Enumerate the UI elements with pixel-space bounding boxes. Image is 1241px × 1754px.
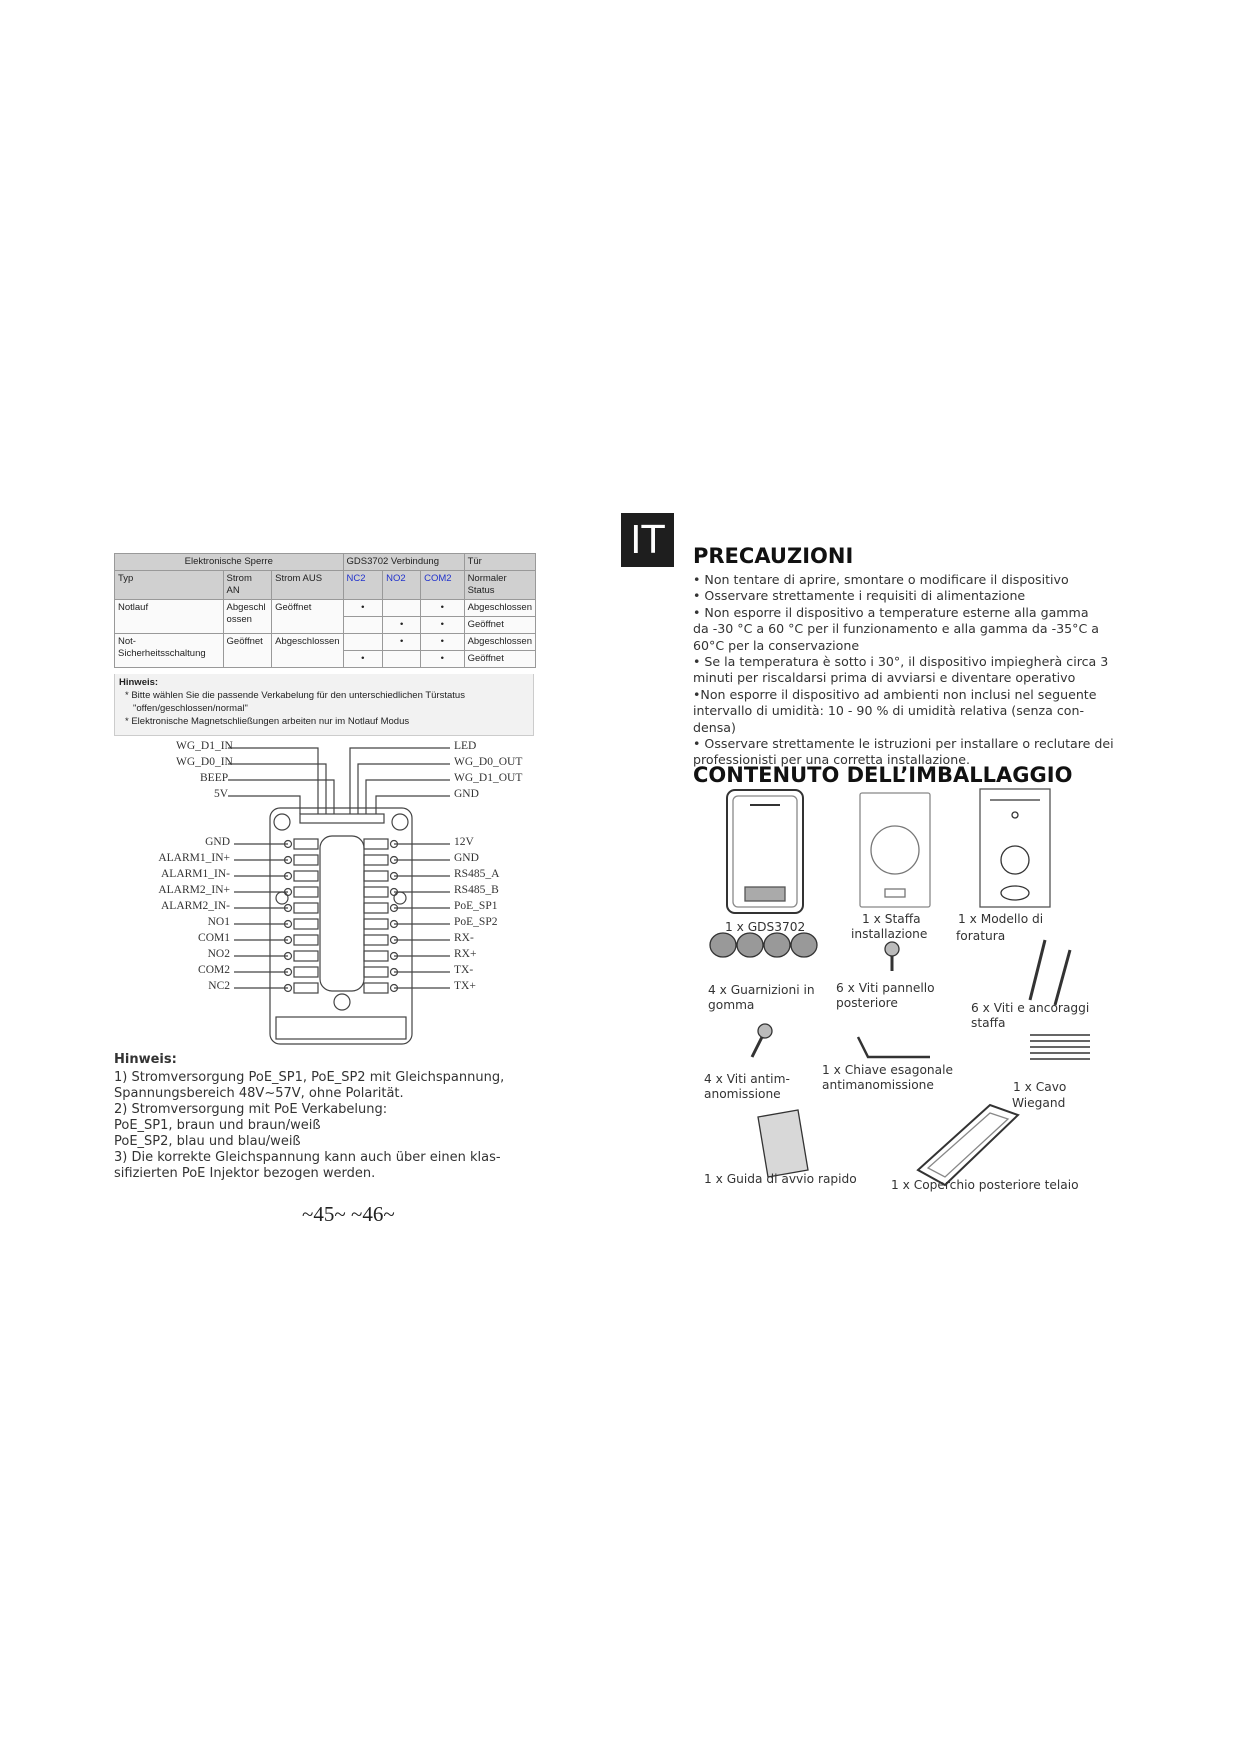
- pin-right-label: GND: [454, 852, 479, 864]
- pin-left-label: ALARM2_IN+: [158, 884, 230, 896]
- lock-table: [114, 553, 536, 668]
- table-header-lock: Elektronische Sperre: [115, 554, 344, 571]
- pin-wg-d1-in: WG_D1_IN: [176, 740, 233, 752]
- terminal-slot-left: [294, 855, 318, 865]
- col-strom-an: Strom AN: [223, 571, 272, 600]
- terminal-slot-left: [294, 887, 318, 897]
- pin-left-label: COM2: [198, 964, 230, 976]
- caption-viti-ancoraggi-2: staffa: [971, 1016, 1006, 1030]
- pin-right-label: PoE_SP1: [454, 900, 498, 912]
- terminal-slot-left: [294, 871, 318, 881]
- hex-key-image: [858, 1037, 930, 1057]
- caption-guarnizioni-1: 4 x Guarnizioni in: [708, 983, 815, 997]
- pin-5v: 5V: [214, 788, 229, 800]
- gds3702-device-image: [727, 790, 803, 913]
- rubber-gaskets-image: [710, 933, 817, 957]
- pin-wg-d1-out: WG_D1_OUT: [454, 772, 523, 784]
- terminal-slot-left: [294, 903, 318, 913]
- caption-guida: 1 x Guida di avvio rapido: [704, 1172, 857, 1186]
- wiring-diagram: [150, 740, 540, 1050]
- col-typ: Typ: [115, 571, 224, 600]
- pin-right-label: RS485_A: [454, 868, 500, 880]
- pin-right-label: RS485_B: [454, 884, 499, 896]
- terminal-slot-left: [294, 935, 318, 945]
- terminal-slot-left: [294, 919, 318, 929]
- drilling-template-image: [980, 789, 1050, 907]
- table-row: • • Geöffnet: [115, 651, 536, 668]
- wiegand-cable-image: [1030, 1035, 1090, 1059]
- terminal-slot-right: [364, 919, 388, 929]
- terminal-slot-left: [294, 839, 318, 849]
- pin-left-label: NO1: [207, 916, 230, 928]
- caption-chiave-1: 1 x Chiave esagonale: [822, 1063, 953, 1077]
- table-header-connection: GDS3702 Verbindung: [343, 554, 464, 571]
- pin-left-label: COM1: [198, 932, 230, 944]
- table-header-door: Tür: [464, 554, 535, 571]
- pin-led: LED: [454, 740, 477, 752]
- page-numbers: ~45~ ~46~: [302, 1202, 395, 1226]
- bracket-image: [860, 793, 930, 907]
- terminal-slot-right: [364, 983, 388, 993]
- caption-viti-antim-2: anomissione: [704, 1087, 781, 1101]
- caption-modello-2: foratura: [956, 929, 1006, 943]
- pin-left-label: NO2: [207, 948, 230, 960]
- caption-modello-1: 1 x Modello di: [958, 912, 1044, 926]
- caption-viti-antim-1: 4 x Viti antim-: [704, 1072, 790, 1086]
- caption-cavo-2: Wiegand: [1012, 1096, 1066, 1110]
- caption-cavo-1: 1 x Cavo: [1013, 1080, 1067, 1094]
- caption-staffa-2: installazione: [851, 927, 928, 941]
- col-nc2: NC2: [343, 571, 383, 600]
- col-strom-aus: Strom AUS: [272, 571, 343, 600]
- caption-chiave-2: antimanomissione: [822, 1078, 934, 1092]
- caption-viti-ancoraggi-1: 6 x Viti e ancoraggi: [971, 1001, 1090, 1015]
- pin-right-label: TX+: [454, 980, 476, 992]
- pin-wg-d0-out: WG_D0_OUT: [454, 756, 523, 768]
- table-row: Not-Sicherheitsschaltung Geöffnet Abgeschlossen • • Abgeschlossen: [115, 634, 536, 651]
- screws-anchors-image: [1030, 940, 1070, 1005]
- terminal-slot-left: [294, 983, 318, 993]
- contenuto-title: CONTENUTO DELL’IMBALLAGGIO: [693, 763, 1073, 787]
- table-row: • • Geöffnet: [115, 617, 536, 634]
- terminal-slot-right: [364, 935, 388, 945]
- pin-left-label: NC2: [208, 980, 230, 992]
- col-no2: NO2: [383, 571, 421, 600]
- back-panel-screw-image: [885, 942, 899, 971]
- quick-guide-image: [758, 1110, 808, 1177]
- terminal-slot-right: [364, 871, 388, 881]
- pin-right-label: PoE_SP2: [454, 916, 498, 928]
- pin-right-label: RX-: [454, 932, 474, 944]
- terminal-slot-left: [294, 967, 318, 977]
- pin-right-label: RX+: [454, 948, 477, 960]
- pin-wg-d0-in: WG_D0_IN: [176, 756, 233, 768]
- caption-staffa-1: 1 x Staffa: [862, 912, 921, 926]
- terminal-slot-right: [364, 855, 388, 865]
- col-com2: COM2: [421, 571, 464, 600]
- back-cover-frame-image: [918, 1105, 1018, 1185]
- caption-viti-pannello-2: posteriore: [836, 996, 898, 1010]
- terminal-slot-right: [364, 839, 388, 849]
- pin-gnd-top: GND: [454, 788, 479, 800]
- pin-left-label: GND: [205, 836, 230, 848]
- terminal-slot-right: [364, 903, 388, 913]
- caption-coperchio: 1 x Coperchio posteriore telaio: [891, 1178, 1079, 1192]
- pin-beep: BEEP: [200, 772, 229, 784]
- caption-viti-pannello-1: 6 x Viti pannello: [836, 981, 935, 995]
- terminal-slot-right: [364, 887, 388, 897]
- table-row: Notlauf Abgeschl ossen Geöffnet • • Abgeschlossen: [115, 600, 536, 617]
- pin-left-label: ALARM2_IN-: [161, 900, 230, 912]
- anti-tamper-screw-image: [752, 1024, 772, 1057]
- col-status: Normaler Status: [464, 571, 535, 600]
- caption-guarnizioni-2: gomma: [708, 998, 755, 1012]
- table-note: Hinweis: * Bitte wählen Sie die passende Verkabelung für den unterschiedlichen Türstatus "offen/geschlossen/normal" * Elektronische Magnetschließungen arbeiten nur im Notlauf Modus: [114, 674, 534, 736]
- pin-right-label: TX-: [454, 964, 474, 976]
- hinweis-title: Hinweis:: [114, 1052, 177, 1067]
- terminal-slot-left: [294, 951, 318, 961]
- pin-right-label: 12V: [454, 836, 474, 848]
- caption-gds3702: 1 x GDS3702: [725, 920, 806, 934]
- pin-left-label: ALARM1_IN-: [161, 868, 230, 880]
- precauzioni-title: PRECAUZIONI: [693, 544, 854, 568]
- language-badge: IT: [621, 513, 674, 567]
- hinweis-body: 1) Stromversorgung PoE_SP1, PoE_SP2 mit Gleichspannung, Spannungsbereich 48V~57V, ohne Polarität. 2) Stromversorgung mit PoE Verkabelung: PoE_SP1, braun und braun/weiß PoE_SP2, blau und blau/weiß 3) Die korrekte Gleichspannung kann auch über einen klas- sifizierten PoE Injektor bezogen werden.: [114, 1070, 505, 1181]
- terminal-slot-right: [364, 967, 388, 977]
- precauzioni-list: • Non tentare di aprire, smontare o modificare il dispositivo • Osservare strettamente i requisiti di alimentazione • Non esporre il dispositivo a temperature esterne alla gamma da -30 °C a 60 °C per il funzionamento e alla gamma da -35°C a 60°C per la conservazione • Se la temperatura è sotto i 30°, il dispositivo impiegherà circa 3 minuti per riscaldarsi prima di avviarsi e diventare operativo •Non esporre il dispositivo ad ambienti non inclusi nel seguente intervallo di umidità: 10 - 90 % di umidità relativa (senza con- densa) • Osservare strettamente le istruzioni per installare o reclutare dei professionisti per una corretta installazione.: [693, 572, 1114, 768]
- pin-left-label: ALARM1_IN+: [158, 852, 230, 864]
- terminal-slot-right: [364, 951, 388, 961]
